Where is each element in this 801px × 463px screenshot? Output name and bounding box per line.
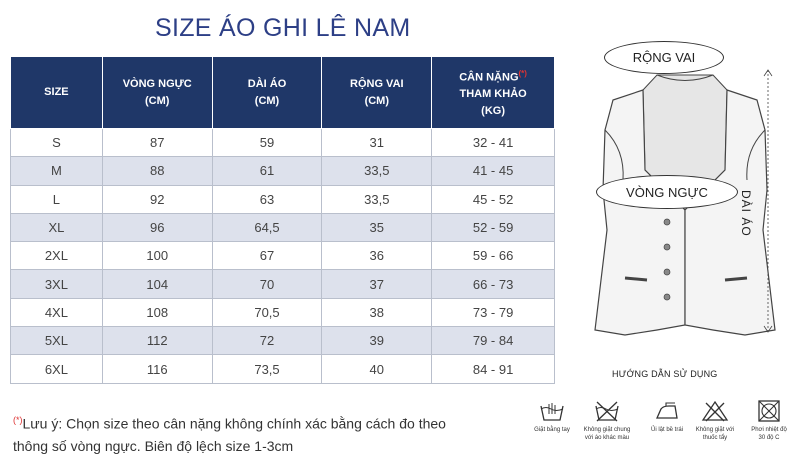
- header-shoulder: [322, 57, 432, 129]
- table-row: [11, 327, 555, 355]
- table-row: [11, 157, 555, 185]
- cell-size: 4XL: [11, 298, 103, 326]
- care-label: Giặt bằng tay: [534, 427, 570, 433]
- cell-size: L: [11, 185, 103, 213]
- table-row: [11, 298, 555, 326]
- cell-weight: 84 - 91: [432, 355, 555, 383]
- cell-weight: 73 - 79: [432, 298, 555, 326]
- shoulder-width-label: RỘNG VAI: [604, 41, 724, 74]
- header-shoulder-label: RỘNG VAI: [350, 77, 404, 90]
- page-title: SIZE ÁO GHI LÊ NAM: [155, 14, 411, 42]
- header-length-unit: (CM): [254, 94, 280, 107]
- cell-shoulder: 35: [322, 213, 432, 241]
- care-label: Ủi lật bề trái: [650, 427, 683, 433]
- care-no-bleach: [685, 400, 745, 442]
- header-length-label: DÀI ÁO: [247, 77, 287, 90]
- cell-shoulder: 38: [322, 298, 432, 326]
- cell-size: XL: [11, 213, 103, 241]
- cell-weight: 32 - 41: [432, 129, 555, 157]
- header-chest-unit: (CM): [144, 94, 170, 107]
- cell-length: 61: [212, 157, 322, 185]
- cell-chest: 88: [102, 157, 212, 185]
- header-chest-label: VÒNG NGỰC: [122, 77, 192, 90]
- cell-length: 73,5: [212, 355, 322, 383]
- cell-shoulder: 39: [322, 327, 432, 355]
- care-label: Phơi nhiệt độ 30 độ C: [751, 427, 787, 441]
- table-row: [11, 129, 555, 157]
- header-length: [212, 57, 322, 129]
- care-label: Không giặt với thuốc tẩy: [695, 427, 735, 441]
- cell-weight: 45 - 52: [432, 185, 555, 213]
- cell-shoulder: 33,5: [322, 157, 432, 185]
- header-weight-sub: THAM KHẢO: [459, 88, 527, 101]
- care-guide-title: HƯỚNG DẪN SỬ DỤNG: [612, 369, 718, 379]
- cell-chest: 112: [102, 327, 212, 355]
- note-line-1: Lưu ý: Chọn size theo cân nặng không chính xác bằng cách đo theo: [22, 415, 446, 432]
- size-note: [13, 409, 493, 457]
- table-row: [11, 270, 555, 298]
- cell-chest: 96: [102, 213, 212, 241]
- cell-shoulder: 40: [322, 355, 432, 383]
- header-size: SIZE: [11, 57, 103, 129]
- cell-weight: 41 - 45: [432, 157, 555, 185]
- cell-length: 59: [212, 129, 322, 157]
- hand-wash-icon: [538, 400, 566, 422]
- no-mixed-wash-icon: [593, 400, 621, 422]
- cell-weight: 59 - 66: [432, 242, 555, 270]
- table-row: [11, 242, 555, 270]
- cell-length: 70: [212, 270, 322, 298]
- header-weight-unit: (KG): [481, 105, 505, 118]
- table-row: [11, 355, 555, 383]
- length-label: DÀI ÁO: [739, 190, 753, 237]
- cell-shoulder: 33,5: [322, 185, 432, 213]
- no-bleach-icon: [701, 400, 729, 422]
- table-row: [11, 213, 555, 241]
- cell-length: 64,5: [212, 213, 322, 241]
- cell-size: 3XL: [11, 270, 103, 298]
- table-row: [11, 185, 555, 213]
- cell-weight: 52 - 59: [432, 213, 555, 241]
- cell-size: 2XL: [11, 242, 103, 270]
- cell-chest: 87: [102, 129, 212, 157]
- header-weight: [432, 57, 555, 129]
- cell-size: 6XL: [11, 355, 103, 383]
- cell-weight: 66 - 73: [432, 270, 555, 298]
- care-no-mixed-wash: [577, 400, 637, 442]
- cell-chest: 108: [102, 298, 212, 326]
- cell-length: 72: [212, 327, 322, 355]
- header-chest: [102, 57, 212, 129]
- dry-icon: [755, 400, 783, 422]
- cell-size: 5XL: [11, 327, 103, 355]
- table-header-row: [11, 57, 555, 129]
- note-mark: (*): [13, 415, 23, 425]
- cell-length: 70,5: [212, 298, 322, 326]
- size-table: [10, 56, 555, 384]
- cell-chest: 100: [102, 242, 212, 270]
- cell-weight: 79 - 84: [432, 327, 555, 355]
- cell-size: M: [11, 157, 103, 185]
- care-label: Không giặt chung với áo khác màu: [583, 427, 631, 441]
- cell-shoulder: 31: [322, 129, 432, 157]
- note-line-2: thông số vòng ngực. Biên độ lệch size 1-3cm: [13, 437, 294, 454]
- cell-size: S: [11, 129, 103, 157]
- cell-chest: 92: [102, 185, 212, 213]
- cell-chest: 116: [102, 355, 212, 383]
- cell-shoulder: 37: [322, 270, 432, 298]
- header-weight-mark: (*): [518, 68, 527, 78]
- chest-label: VÒNG NGỰC: [596, 175, 738, 209]
- header-shoulder-unit: (CM): [364, 94, 389, 107]
- care-hand-wash: [522, 400, 582, 434]
- cell-shoulder: 36: [322, 242, 432, 270]
- header-weight-label: CÂN NẶNG: [459, 71, 519, 84]
- cell-length: 63: [212, 185, 322, 213]
- care-dry: [739, 400, 799, 442]
- iron-icon: [653, 400, 681, 422]
- cell-length: 67: [212, 242, 322, 270]
- cell-chest: 104: [102, 270, 212, 298]
